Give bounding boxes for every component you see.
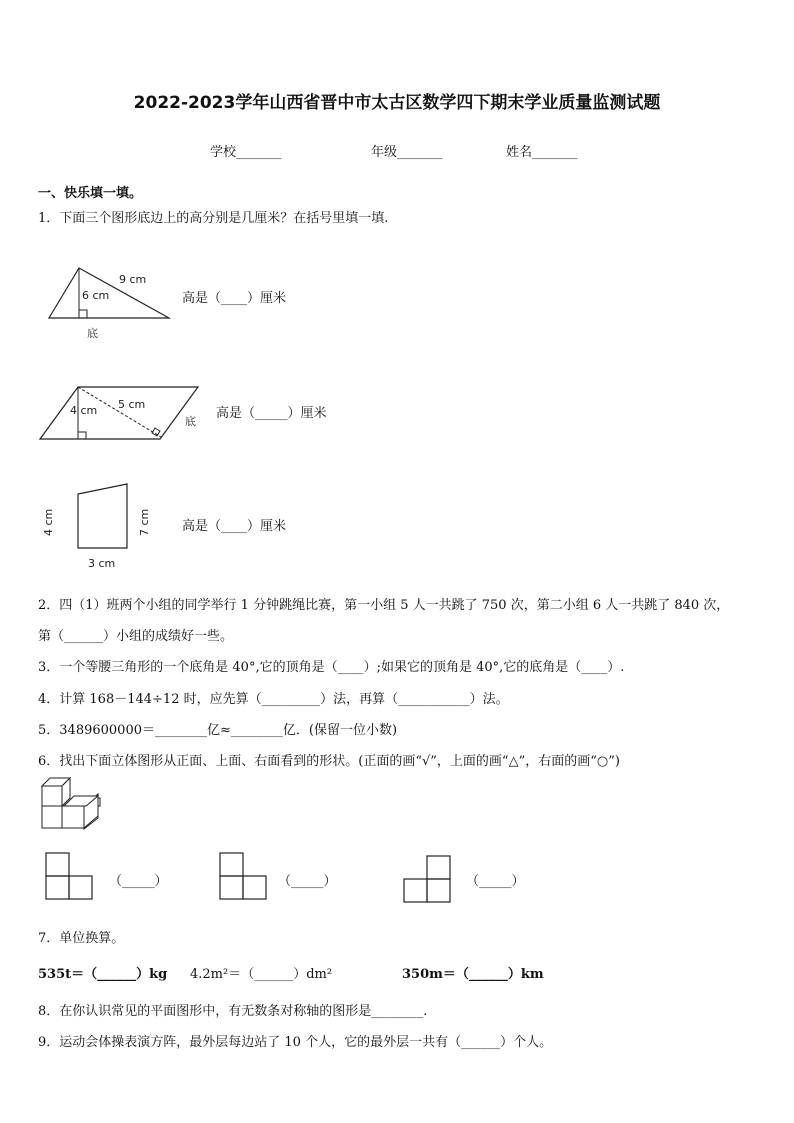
view-shape-1 [46, 853, 96, 903]
answer-3-height[interactable]: 高是（____）厘米 [182, 519, 287, 534]
view-shape-2 [220, 853, 270, 903]
triangle-figure [45, 266, 175, 346]
question-9[interactable]: 9．运动会体操表演方阵，最外层每边站了 10 个人，它的最外层一共有（______）个人。 [38, 1035, 553, 1050]
trapezoid-right-label: 7 cm [138, 508, 151, 536]
parallelogram-figure [40, 385, 210, 445]
view-3-blank[interactable]: （_____） [466, 874, 525, 889]
school-field[interactable]: 学校_______ [210, 145, 282, 160]
question-4[interactable]: 4．计算 168－144÷12 时，应先算（_________）法，再算（___________）法。 [38, 692, 509, 707]
view-2-blank[interactable]: （_____） [278, 874, 337, 889]
view-shape-3 [404, 856, 454, 906]
unit-conversion-3[interactable]: 350m＝（______）km [402, 967, 544, 982]
question-3[interactable]: 3．一个等腰三角形的一个底角是 40°,它的顶角是（____）;如果它的顶角是 40°,它的底角是（____）. [38, 660, 625, 675]
unit-conversion-2[interactable]: 4.2m²＝（______）dm² [190, 967, 333, 982]
page-title: 2022-2023学年山西省晋中市太古区数学四下期末学业质量监测试题 [133, 93, 661, 113]
grade-field[interactable]: 年级_______ [371, 145, 443, 160]
cube-solid-figure [40, 776, 110, 836]
trapezoid-bottom-label: 3 cm [88, 557, 116, 570]
answer-2-height[interactable]: 高是（_____）厘米 [216, 406, 327, 421]
question-8[interactable]: 8．在你认识常见的平面图形中，有无数条对称轴的图形是________. [38, 1004, 428, 1019]
question-7: 7．单位换算。 [38, 931, 125, 946]
section-heading: 一、快乐填一填。 [38, 186, 143, 201]
parallelogram-base-label: 底 [185, 415, 196, 428]
question-2-line1: 2．四（1）班两个小组的同学举行 1 分钟跳绳比赛，第一小组 5 人一共跳了 750 次，第二小组 6 人一共跳了 840 次， [38, 598, 730, 613]
parallelogram-side-label: 5 cm [118, 398, 146, 411]
question-6: 6．找出下面立体图形从正面、上面、右面看到的形状。(正面的画“√”，上面的画“△”，右面的画“○”) [38, 754, 620, 769]
trapezoid-left-label: 4 cm [42, 508, 55, 536]
unit-conversion-1[interactable]: 535t＝（______）kg [38, 967, 168, 982]
question-1: 1．下面三个图形底边上的高分别是几厘米？在括号里填一填. [38, 211, 389, 226]
trapezoid-figure [40, 482, 160, 572]
answer-1-height[interactable]: 高是（____）厘米 [182, 291, 287, 306]
question-5[interactable]: 5．3489600000＝________亿≈________亿．(保留一位小数) [38, 723, 398, 738]
name-field[interactable]: 姓名_______ [506, 145, 578, 160]
parallelogram-height-label: 4 cm [70, 404, 98, 417]
triangle-height-label: 6 cm [82, 289, 110, 302]
triangle-base-label: 底 [87, 327, 98, 340]
question-2-line2[interactable]: 第（______）小组的成绩好一些。 [38, 629, 234, 644]
view-1-blank[interactable]: （_____） [109, 874, 168, 889]
triangle-side-label: 9 cm [119, 273, 147, 286]
